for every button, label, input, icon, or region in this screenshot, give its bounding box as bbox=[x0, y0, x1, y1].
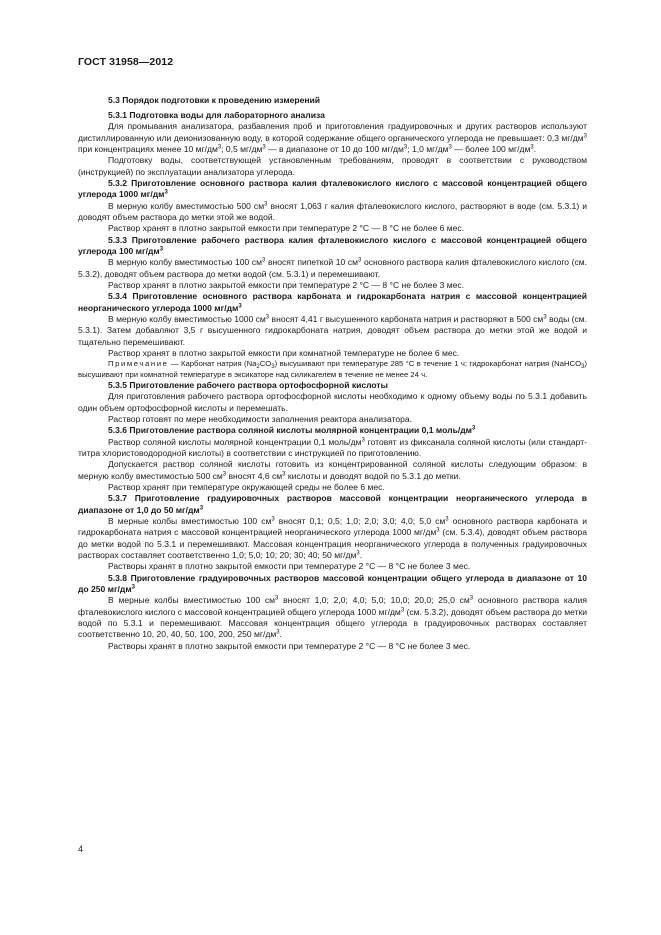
paragraph-5-3-4-storage: Раствор хранят в плотно закрытой емкости при комнатной температуре не более 6 мес. bbox=[108, 348, 460, 359]
page-body bbox=[78, 95, 587, 652]
section-title-5-3-7: 5.3.7 Приготовление градуировочных растворов массовой концентрации неорганического углерода в диапазоне от 1,0 до 50 $мг/дм^3$ bbox=[78, 493, 587, 515]
paragraph-5-3-1-water: Для промывания анализатора, разбавления проб и приготовления градуировочных и других растворов используют дистиллированную или деионизованную воду, в которой содержание общего органического углерода не превышает: 0,3 $мг/дм^3$ при концентрациях менее 10 $мг/дм^3$; 0,5 $мг/дм^3$ — в диапазоне от 10 до 100 $мг/дм^3$; 1,0 $мг/дм^3$ — более 100 $мг/дм^3$. bbox=[78, 121, 587, 154]
section-title-5-3-2: 5.3.2 Приготовление основного раствора калия фталевокислого кислого с массовой концентрацией общего углерода 1000 $мг/дм^3$ bbox=[78, 177, 587, 200]
paragraph-5-3-3-storage: Раствор хранят в плотно закрытой емкости при температуре 2 °С — 8 °С не более 3 мес. bbox=[108, 280, 465, 290]
note-5-3-4: Примечание — Карбонат натрия $(Na_2CO_3)$ высушивают при температуре 285 °С в течение 1 ч; гидрокарбонат натрия (NaHCO$_3$) высушивают при комнатной температуре в эксикаторе над силикагелем в течение не менее 24 ч. bbox=[78, 359, 587, 379]
document-header: ГОСТ 31958—2012 bbox=[78, 56, 174, 68]
paragraph-5-3-7-storage: Растворы хранят в плотно закрытой емкости при температуре 2 °С — 8 °С не более 3 мес. bbox=[108, 561, 471, 572]
paragraph-5-3-8-prep: В мерные колбы вместимостью 100 $см^3$ вносят 1,0; 2,0; 4,0; 5,0; 10,0; 20,0; 25,0 $см^3$ основного раствора калия фталевокислого кислого с массовой концентрацией общего углерода 1000 $мг/дм^3$ (см. 5.3.2), доводят объем раствора до метки водой по 5.3.1 и перемешивают. Массовая концентрация общего углерода в градуировочных растворах составляет соответственно 10, 20, 40, 50, 100, 200, 250 $мг/дм^3$. bbox=[78, 595, 587, 640]
paragraph-5-3-6-alternative: Допускается раствор соляной кислоты готовить из концентрированной соляной кислоты следующим образом: в мерную колбу вместимостью 500 $см^3$ вносят 4,6 $см^3$ кислоты и доводят водой по 5.3.1 до метки. bbox=[78, 459, 587, 481]
paragraph-5-3-8-storage: Растворы хранят в плотно закрытой емкости при температуре 2 °С — 8 °С не более 3 мес. bbox=[108, 640, 471, 651]
paragraph-5-3-5-usage: Раствор готовят по мере необходимости заполнения реактора анализатора. bbox=[108, 413, 412, 424]
section-title-5-3: 5.3 Порядок подготовки к проведению измерений bbox=[108, 95, 321, 105]
section-title-5-3-5: 5.3.5 Приготовление рабочего раствора ортофосфорной кислоты bbox=[108, 379, 388, 390]
paragraph-5-3-1-manual: Подготовку воды, соответствующей установленным требованиям, проводят в соответствии с руководством (инструкцией) по эксплуатации анализатора углерода. bbox=[78, 155, 587, 177]
section-title-5-3-1: 5.3.1 Подготовка воды для лабораторного анализа bbox=[108, 109, 325, 120]
paragraph-5-3-7-prep: В мерные колбы вместимостью 100 $см^3$ вносят 0,1; 0,5; 1,0; 2,0; 3,0; 4,0; 5,0 $см^3$ основного раствора карбоната и гидрокарбоната натрия с массовой концентрацией неорганического углерода 1000 $мг/дм^3$ (см. 5.3.4), доводят объем раствора до метки водой по 5.3.1 и перемешивают. Массовая концентрация неорганического углерода в полученных градуировочных растворах составляет соответственно 1,0; 5,0; 10; 20; 30; 40; 50 $мг/дм^3$. bbox=[78, 515, 587, 560]
paragraph-5-3-6-storage: Раствор хранят при температуре окружающей среды не более 6 мес. bbox=[108, 481, 385, 492]
paragraph-5-3-5-prep: Для приготовления рабочего раствора ортофосфорной кислоты необходимо к одному объему воды по 5.3.1 добавить один объем ортофосфорной кислоты и перемешать. bbox=[78, 391, 587, 413]
page-number: 4 bbox=[78, 844, 84, 854]
paragraph-5-3-6-fixanal: Раствор соляной кислоты молярной концентрации 0,1 моль/$дм^3$ готовят из фиксанала соляной кислоты (или стандарт-титра хлористоводородной кислоты) в соответствии с инструкцией по приготовлению. bbox=[78, 436, 587, 458]
section-title-5-3-4: 5.3.4 Приготовление основного раствора карбоната и гидрокарбоната натрия с массовой концентрацией неорганического углерода 1000 $мг/дм^3$ bbox=[78, 291, 587, 313]
paragraph-5-3-4-prep: В мерную колбу вместимостью 1000 $см^3$ вносят 4,41 г высушенного карбоната натрия и растворяют в 500 $см^3$ воды (см. 5.3.1). Затем добавляют 3,5 г высушенного гидрокарбоната натрия, доводят объем раствора до метки этой же водой и тщательно перемешивают. bbox=[78, 314, 587, 347]
section-title-5-3-6: 5.3.6 Приготовление раствора соляной кислоты молярной концентрации 0,1 моль/$дм^3$ bbox=[108, 425, 476, 436]
section-title-5-3-3: 5.3.3 Приготовление рабочего раствора калия фталевокислого кислого с массовой концентрацией общего углерода 100 $мг/дм^3$ bbox=[78, 234, 587, 256]
section-title-5-3-8: 5.3.8 Приготовление градуировочных растворов массовой концентрации общего углерода в диапазоне от 10 до 250 $мг/дм^3$ bbox=[78, 572, 587, 594]
paragraph-5-3-2-storage: Раствор хранят в плотно закрытой емкости при температуре 2 °С — 8 °С не более 6 мес. bbox=[108, 223, 465, 234]
paragraph-5-3-2-prep: В мерную колбу вместимостью 500 $см^3$ вносят 1,063 г калия фталевокислого кислого, растворяют в воде (см. 5.3.1) и доводят объем раствора до метки этой же водой. bbox=[78, 200, 587, 222]
paragraph-5-3-3-prep: В мерную колбу вместимостью 100 $см^3$ вносят пипеткой 10 $см^3$ основного раствора калия фталевокислого кислого (см. 5.3.2), доводят объем раствора до метки водой (см. 5.3.1) и перемешивают. bbox=[78, 257, 587, 279]
